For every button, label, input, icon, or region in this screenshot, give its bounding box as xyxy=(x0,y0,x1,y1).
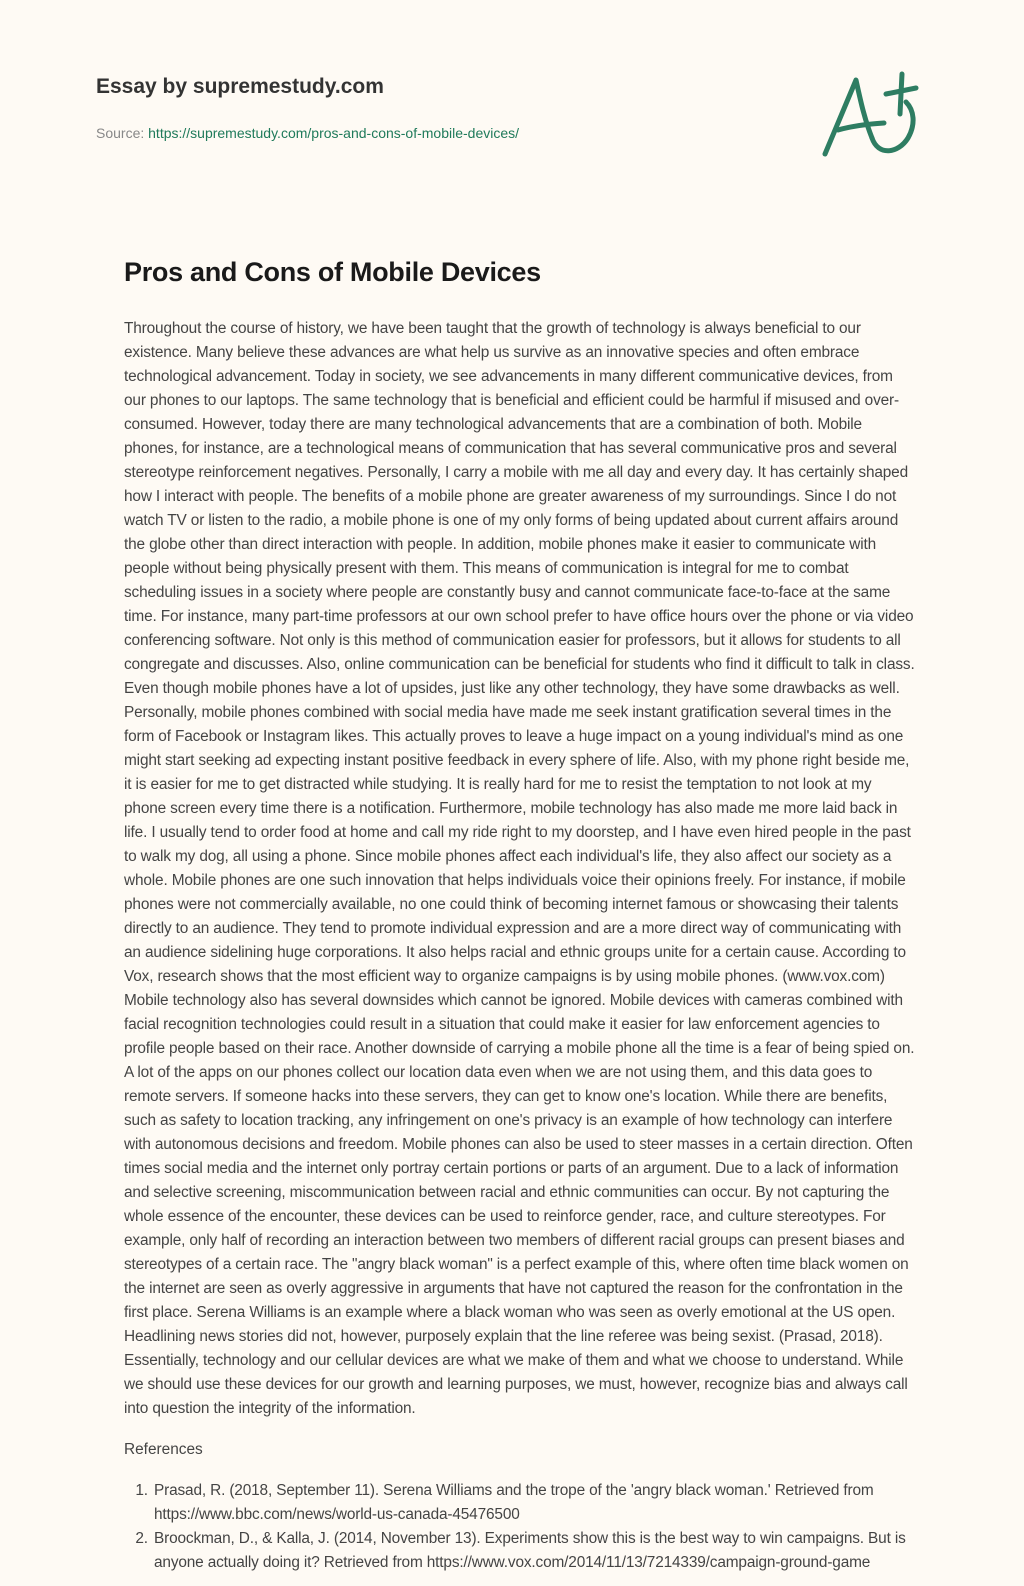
reference-item: 2. Broockman, D., & Kalla, J. (2014, November 13). Experiments show this is the best way to win campaigns. But is anyone actually doing it? Retrieved from https://www.vox.com/2014/11/13/7214339/campaign-ground-game xyxy=(152,1527,916,1575)
site-title: Essay by supremestudy.com xyxy=(96,75,384,98)
source-label: Source: xyxy=(96,125,145,141)
reference-item: 1. Prasad, R. (2018, September 11). Serena Williams and the trope of the 'angry black woman.' Retrieved from https://www.bbc.com/news/world-us-canada-45476500 xyxy=(152,1479,916,1527)
article-body: Throughout the course of history, we have been taught that the growth of technology is always beneficial to our existence. Many believe these advances are what help us survive as an innovative species and often embrace technological advancement. Today in society, we see advancements in many different communicative devices, from our phones to our laptops. The same technology that is beneficial and efficient could be harmful if misused and over-consumed. However, today there are many technological advancements that are a combination of both. Mobile phones, for instance, are a technological means of communication that has several communicative pros and several stereotype reinforcement negatives. Personally, I carry a mobile with me all day and every day. It has certainly shaped how I interact with people. The benefits of a mobile phone are greater awareness of my surroundings. Since I do not watch TV or listen to the radio, a mobile phone is one of my only forms of being updated about current affairs around the globe other than direct interaction with people. In addition, mobile phones make it easier to communicate with people without being physically present with them. This means of communication is integral for me to combat scheduling issues in a society where people are constantly busy and cannot communicate face-to-face at the same time. For instance, many part-time professors at our own school prefer to have office hours over the phone or via video conferencing software. Not only is this method of communication easier for professors, but it allows for students to all congregate and discusses. Also, online communication can be beneficial for students who find it difficult to talk in class. Even though mobile phones have a lot of upsides, just like any other technology, they have some drawbacks as well. Personally, mobile phones combined with social media have made me seek instant gratification several times in the form of Facebook or Instagram likes. This actually proves to leave a huge impact on a young individual's mind as one might start seeking ad expecting instant positive feedback in every sphere of life. Also, with my phone right beside me, it is easier for me to get distracted while studying. It is really hard for me to resist the temptation to not look at my phone screen every time there is a notification. Furthermore, mobile technology has also made me more laid back in life. I usually tend to order food at home and call my ride right to my doorstep, and I have even hired people in the past to walk my dog, all using a phone. Since mobile phones affect each individual's life, they also affect our society as a whole. Mobile phones are one such innovation that helps individuals voice their opinions freely. For instance, if mobile phones were not commercially available, no one could think of becoming internet famous or showcasing their talents directly to an audience. They tend to promote individual expression and are a more direct way of communicating with an audience sidelining huge corporations. It also helps racial and ethnic groups unite for a certain cause. According to Vox, research shows that the most efficient way to organize campaigns is by using mobile phones. (www.vox.com) Mobile technology also has several downsides which cannot be ignored. Mobile devices with cameras combined with facial recognition technologies could result in a situation that could make it easier for law enforcement agencies to profile people based on their race. Another downside of carrying a mobile phone all the time is a fear of being spied on. A lot of the apps on our phones collect our location data even when we are not using them, and this data goes to remote servers. If someone hacks into these servers, they can get to know one's location. While there are benefits, such as safety to location tracking, any infringement on one's privacy is an example of how technology can interfere with autonomous decisions and freedom. Mobile phones can also be used to steer masses in a certain direction. Often times social media and the internet only portray certain portions or parts of an argument. Due to a lack of information and selective screening, miscommunication between racial and ethnic communities can occur. By not capturing the whole essence of the encounter, these devices can be used to reinforce gender, race, and culture stereotypes. For example, only half of recording an interaction between two members of different racial groups can present biases and stereotypes of a certain race. The "angry black woman" is a perfect example of this, where often time black women on the internet are seen as overly aggressive in arguments that have not captured the reason for the confrontation in the first place. Serena Williams is an example where a black woman who was seen as overly emotional at the US open. Headlining news stories did not, however, purposely explain that the line referee was being sexist. (Prasad, 2018). Essentially, technology and our cellular devices are what we make of them and what we choose to understand. While we should use these devices for our growth and learning purposes, we must, however, recognize bias and always call into question the integrity of the information. xyxy=(124,320,915,1417)
article xyxy=(124,256,916,1575)
references-heading: References xyxy=(124,1441,203,1458)
article-title: Pros and Cons of Mobile Devices xyxy=(124,257,541,287)
references-list xyxy=(124,1479,916,1575)
source-line xyxy=(96,124,796,142)
a-plus-grade-icon xyxy=(822,68,922,168)
source-link[interactable]: https://supremestudy.com/pros-and-cons-of-mobile-devices/ xyxy=(148,125,520,141)
site-header xyxy=(96,72,796,142)
